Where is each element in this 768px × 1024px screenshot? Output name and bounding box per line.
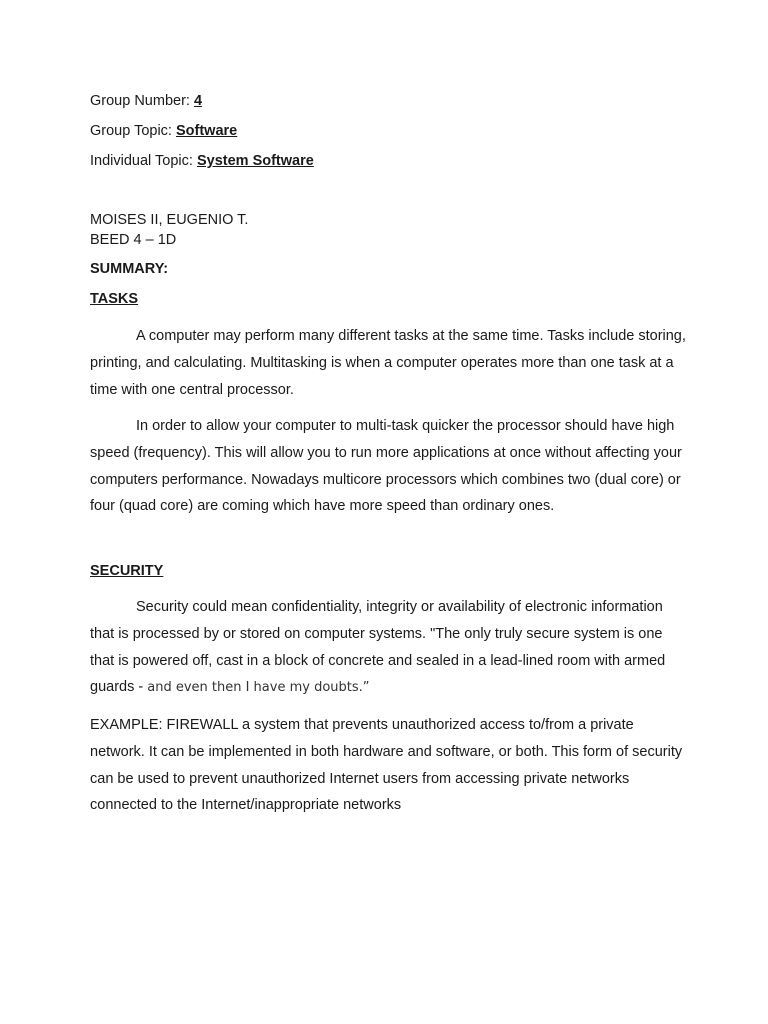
security-example: EXAMPLE: FIREWALL a system that prevents unauthorized access to/from a private network. It can be implemented in both hardware and software, or both. This form of security can be used to prevent unauthorized Internet users from accessing private networks connected to the Internet/inappropriate networks [90, 717, 683, 814]
group-topic-label: Group Topic: [90, 123, 172, 139]
security-paragraph-1-main: Security could mean confidentiality, integrity or availability of electronic information that is processed by or stored on computer systems. "The only truly secure system is one that is powered off, cast in a block of concrete and sealed in a lead-lined room with armed guards - [90, 599, 666, 696]
tasks-heading: TASKS [90, 291, 139, 307]
group-topic-line [90, 122, 237, 140]
security-quote-tail: and even then I have my doubts.” [147, 680, 370, 696]
tasks-paragraph-1: A computer may perform many different tasks at the same time. Tasks include storing, printing, and calculating. Multitasking is when a computer operates more than one task at a time with one central processor. [90, 328, 686, 398]
summary-heading: SUMMARY: [90, 261, 169, 277]
group-topic-value: Software [175, 123, 238, 139]
author-section: BEED 4 – 1D [90, 232, 177, 248]
security-heading: SECURITY [90, 563, 164, 579]
security-paragraph-1 [90, 594, 690, 702]
individual-topic-label: Individual Topic: [90, 153, 193, 169]
individual-topic-line [90, 152, 314, 170]
group-number-label: Group Number: [90, 93, 190, 109]
author-name: MOISES II, EUGENIO T. [90, 212, 249, 228]
tasks-paragraph-2: In order to allow your computer to multi-task quicker the processor should have high speed (frequency). This will allow you to run more applications at once without affecting your computers performance. Nowadays multicore processors which combines two (dual core) or four (quad core) are coming which have more speed than ordinary ones. [90, 418, 682, 515]
individual-topic-value: System Software [196, 153, 314, 169]
group-number-value: 4 [193, 93, 203, 109]
group-number-line [90, 92, 202, 110]
